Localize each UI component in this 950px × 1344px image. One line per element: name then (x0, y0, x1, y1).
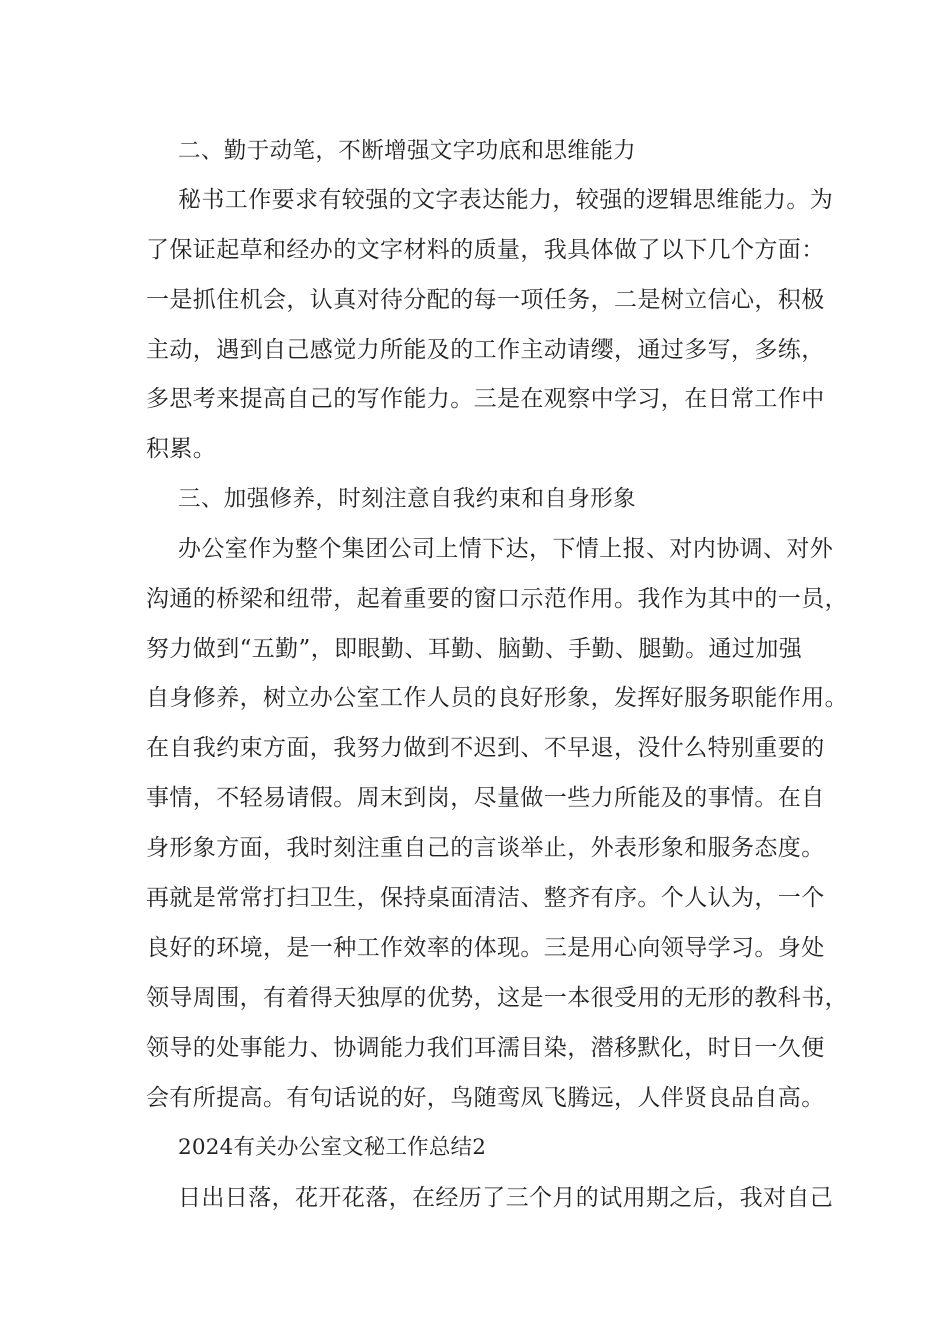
document-title: 2024有关办公室文秘工作总结2 (178, 1135, 487, 1160)
paragraph-line: 主动，遇到自己感觉力所能及的工作主动请缨，通过多写，多练， (146, 337, 825, 363)
paragraph-line: 秘书工作要求有较强的文字表达能力，较强的逻辑思维能力。为 (178, 187, 834, 213)
section-heading-3: 三、加强修养，时刻注意自我约束和自身形象 (178, 486, 637, 512)
paragraph-line: 日出日落，花开花落，在经历了三个月的试用期之后，我对自己 (178, 1185, 834, 1211)
paragraph-line: 事情，不轻易请假。周末到岗，尽量做一些力所能及的事情。在自 (146, 785, 825, 811)
paragraph-line: 了保证起草和经办的文字材料的质量，我具体做了以下几个方面： (146, 237, 825, 263)
paragraph-line: 会有所提高。有句话说的好，鸟随鸾凤飞腾远，人伴贤良品自高。 (146, 1085, 825, 1111)
paragraph-line: 自身修养，树立办公室工作人员的良好形象，发挥好服务职能作用。 (146, 685, 848, 711)
paragraph-line: 一是抓住机会，认真对待分配的每一项任务，二是树立信心，积极 (146, 287, 825, 313)
paragraph-line: 良好的环境，是一种工作效率的体现。三是用心向领导学习。身处 (146, 935, 825, 961)
paragraph-line: 沟通的桥梁和纽带，起着重要的窗口示范作用。我作为其中的一员， (146, 586, 848, 612)
paragraph-line: 领导周围，有着得天独厚的优势，这是一本很受用的无形的教科书， (146, 985, 848, 1011)
paragraph-line: 多思考来提高自己的写作能力。三是在观察中学习，在日常工作中 (146, 386, 825, 412)
paragraph-line: 在自我约束方面，我努力做到不迟到、不早退，没什么特别重要的 (146, 735, 825, 761)
paragraph-line: 办公室作为整个集团公司上情下达，下情上报、对内协调、对外 (178, 536, 834, 562)
paragraph-line: 再就是常常打扫卫生，保持桌面清洁、整齐有序。个人认为，一个 (146, 885, 825, 911)
paragraph-line: 积累。 (146, 436, 217, 462)
paragraph-line: 努力做到“五勤”，即眼勤、耳勤、脑勤、手勤、腿勤。通过加强 (146, 636, 803, 662)
section-heading-2: 二、勤于动笔，不断增强文字功底和思维能力 (178, 138, 637, 164)
paragraph-line: 身形象方面，我时刻注重自己的言谈举止，外表形象和服务态度。 (146, 835, 825, 861)
paragraph-line: 领导的处事能力、协调能力我们耳濡目染，潜移默化，时日一久便 (146, 1035, 825, 1061)
